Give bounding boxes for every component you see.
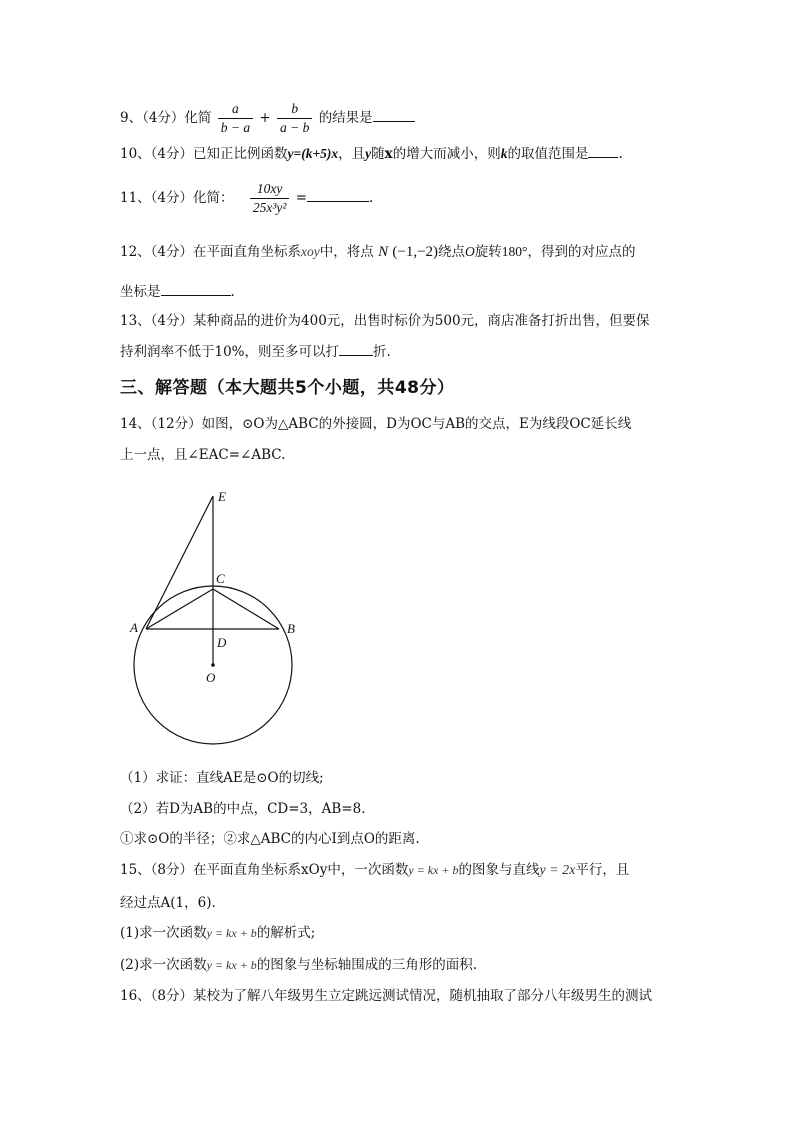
linear-function: y = kx + b bbox=[206, 958, 257, 972]
q10-text: 10、（4分）已知正比例函数 bbox=[120, 146, 288, 162]
q11-prefix: 11、（4分）化简： bbox=[120, 190, 234, 206]
q9-prefix: 9、（4分）化简 bbox=[120, 110, 212, 126]
q12-text: 12、（4分）在平面直角坐标系 bbox=[120, 244, 302, 260]
q15-text: 15、（8分）在平面直角坐标系xOy中，一次函数 bbox=[120, 862, 409, 878]
q11-fraction bbox=[250, 180, 290, 217]
question-12-line-2 bbox=[120, 281, 235, 302]
question-10 bbox=[120, 143, 623, 164]
question-13: 13、（4分）某种商品的进价为400元，出售时标价为500元，商店准备打折出售，但要保 bbox=[120, 313, 650, 329]
answer-blank[interactable] bbox=[339, 341, 373, 356]
section-3-heading: 三、解答题（本大题共5个小题，共48分） bbox=[120, 378, 455, 398]
question-12 bbox=[120, 242, 635, 262]
q11-numerator: 10xy bbox=[256, 181, 283, 196]
label-e: E bbox=[218, 489, 226, 504]
label-o: O bbox=[206, 670, 216, 685]
q15-p1-text-2: 的解析式; bbox=[256, 925, 316, 941]
q15-part-1 bbox=[120, 923, 315, 943]
q9-fraction-1 bbox=[218, 100, 253, 137]
q9-frac2-numerator: b bbox=[291, 101, 299, 116]
period: . bbox=[618, 146, 623, 162]
q12-text-3: 绕点 bbox=[438, 244, 466, 260]
q12-text-2: 中，将点 bbox=[319, 244, 374, 260]
question-11 bbox=[120, 180, 373, 217]
question-14: 14、（12分）如图，⊙O为△ABC的外接圆，D为OC与AB的交点，E为线段OC延长线 bbox=[120, 416, 632, 432]
q14-part-3: ①求⊙O的半径；②求△ABC的内心I到点O的距离. bbox=[120, 831, 420, 847]
point-n-coords: (−1,−2) bbox=[392, 244, 439, 260]
q9-frac1-numerator: a bbox=[232, 101, 239, 116]
var-k: k bbox=[500, 146, 508, 161]
q14-part-1: （1）求证：直线AE是⊙O的切线; bbox=[120, 770, 324, 786]
answer-blank[interactable] bbox=[588, 143, 618, 158]
answer-blank[interactable] bbox=[161, 281, 231, 296]
q12-text-6: 坐标是 bbox=[120, 284, 161, 300]
point-o: O bbox=[465, 244, 475, 259]
plus-sign: + bbox=[259, 110, 271, 126]
question-15-line-2: 经过点A(1，6). bbox=[120, 895, 216, 911]
q12-text-4: 旋转 bbox=[474, 244, 502, 260]
label-d: D bbox=[217, 635, 227, 650]
period: . bbox=[369, 190, 374, 206]
line-y-2x: y = 2x bbox=[539, 863, 576, 878]
q13-text: 持利润率不低于10%，则至多可以打 bbox=[120, 344, 340, 360]
q10-text-4: 的增大而减小，则 bbox=[392, 146, 501, 162]
q14-part-2: （2）若D为AB的中点，CD=3，AB=8. bbox=[120, 801, 366, 817]
q13-text-2: 折. bbox=[373, 344, 391, 360]
q12-text-5: ，得到的对应点的 bbox=[527, 244, 636, 260]
question-9 bbox=[120, 100, 415, 137]
q15-p2-text-2: 的图象与坐标轴围成的三角形的面积. bbox=[256, 957, 478, 973]
center-dot bbox=[211, 663, 215, 667]
answer-blank[interactable] bbox=[373, 107, 415, 122]
question-16: 16、（8分）某校为了解八年级男生立定跳远测试情况，随机抽取了部分八年级男生的测试 bbox=[120, 988, 653, 1004]
q10-function: y=(k+5)x bbox=[287, 146, 339, 161]
q10-text-2: ，且 bbox=[338, 146, 366, 162]
q12-xoy: xoy bbox=[301, 244, 320, 259]
label-a: A bbox=[130, 620, 138, 635]
q9-fraction-2 bbox=[277, 100, 312, 137]
equals-sign: = bbox=[295, 190, 308, 206]
point-n: N bbox=[378, 244, 389, 260]
question-14-line-2: 上一点，且∠EAC=∠ABC. bbox=[120, 447, 286, 463]
q10-text-3: 随 bbox=[371, 146, 385, 162]
q9-suffix: 的结果是 bbox=[318, 110, 373, 126]
question-15 bbox=[120, 860, 629, 881]
answer-blank[interactable] bbox=[307, 187, 369, 202]
q11-denominator: 25x³y² bbox=[250, 198, 290, 217]
q15-text-2: 的图象与直线 bbox=[458, 862, 540, 878]
q10-text-5: 的取值范围是 bbox=[507, 146, 589, 162]
linear-function: y = kx + b bbox=[408, 863, 459, 877]
circle-geometry-figure bbox=[120, 485, 320, 755]
period: . bbox=[230, 284, 235, 300]
q9-frac2-denominator: a − b bbox=[277, 118, 312, 137]
q15-part-2 bbox=[120, 955, 477, 975]
label-c: C bbox=[216, 571, 225, 586]
var-y: y bbox=[365, 146, 372, 161]
linear-function: y = kx + b bbox=[206, 926, 257, 940]
angle-180: 180° bbox=[501, 244, 528, 259]
question-13-line-2 bbox=[120, 341, 391, 362]
q15-p1-text: (1)求一次函数 bbox=[120, 925, 207, 941]
q15-text-3: 平行，且 bbox=[575, 862, 630, 878]
label-b: B bbox=[287, 621, 295, 636]
q15-p2-text: (2)求一次函数 bbox=[120, 957, 207, 973]
var-x: x bbox=[384, 146, 393, 162]
q9-frac1-denominator: b − a bbox=[218, 118, 253, 137]
